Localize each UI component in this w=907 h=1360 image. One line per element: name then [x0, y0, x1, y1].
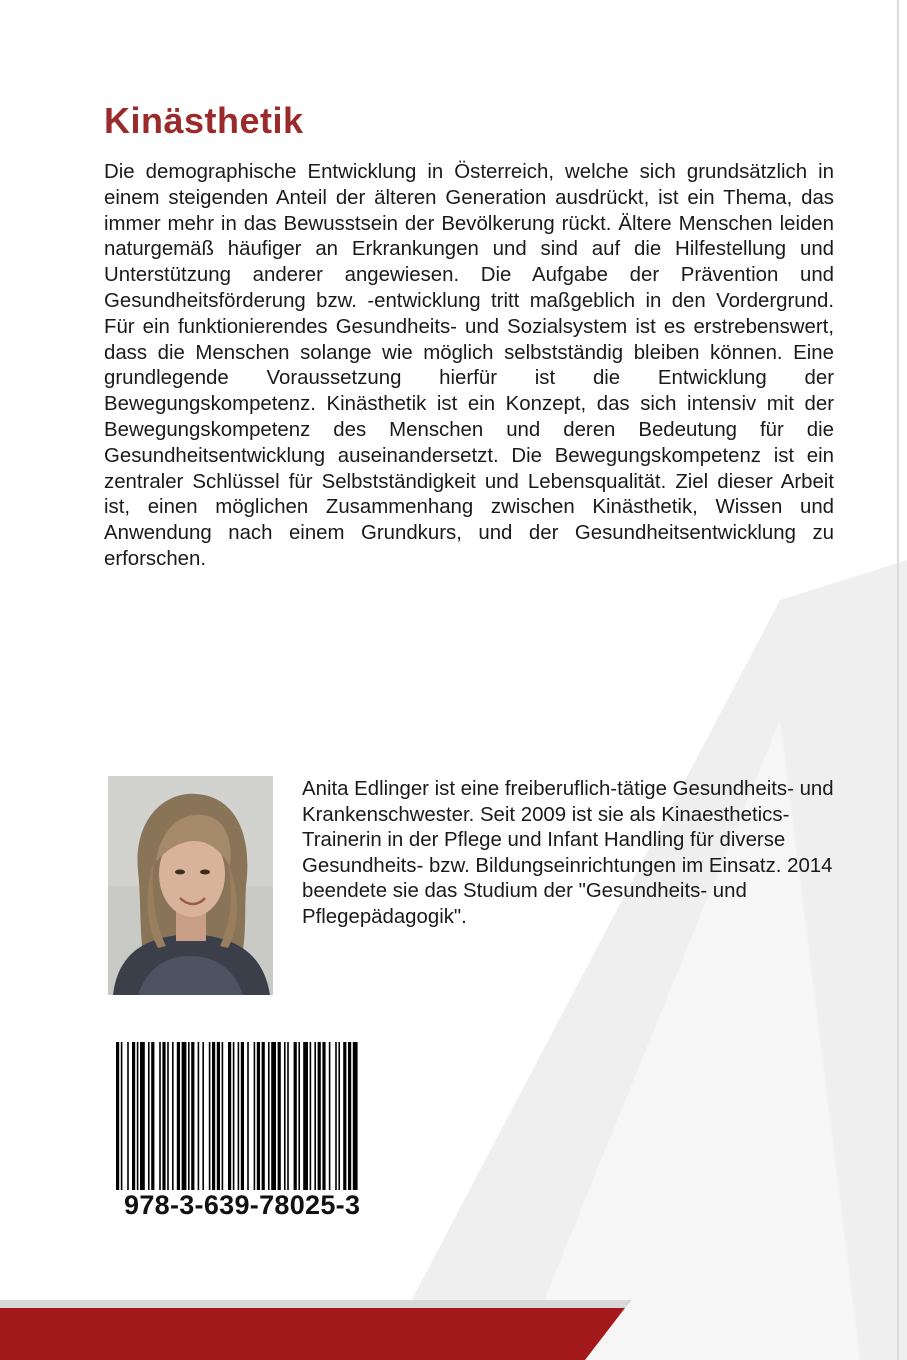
barcode-bar: [318, 1042, 321, 1190]
book-title: Kinästhetik: [104, 100, 304, 141]
barcode-bar: [116, 1042, 119, 1190]
barcode-bar: [148, 1042, 150, 1190]
barcode-bar: [228, 1042, 231, 1190]
barcode-bar: [353, 1042, 358, 1190]
barcode-bar: [343, 1042, 346, 1190]
barcode-bar: [257, 1042, 260, 1190]
barcode-bar: [278, 1042, 281, 1190]
bottom-red-stripe-shadow: [0, 1300, 632, 1308]
barcode-bar: [310, 1042, 312, 1190]
barcode-bar: [127, 1042, 129, 1190]
barcode-bar: [177, 1042, 180, 1190]
barcode-bar: [233, 1042, 235, 1190]
barcode-bar: [137, 1042, 139, 1190]
barcode-bar: [140, 1042, 145, 1190]
barcode-bar: [303, 1042, 308, 1190]
abstract-text: Die demographische Entwicklung in Österreich, welche sich grundsätzlich in einem steigenden Anteil der älteren Generation ausdrückt, ist ein Thema, das immer mehr in das Bewusstsein der Bevölkerung rückt. Ältere Menschen leiden naturgemäß häufiger an Erkrankungen und sind auf die Hilfestellung und Unterstützung anderer angewiesen. Die Aufgabe der Prävention und Gesundheitsförderung bzw. -entwicklung tritt maßgeblich in den Vordergrund. Für ein funktionierendes Gesundheits- und Sozialsystem ist es erstrebenswert, dass die Menschen solange wie möglich selbstständig bleiben können. Eine grundlegende Voraussetzung hierfür ist die Entwicklung der Bewegungskompetenz. Kinästhetik ist ein Konzept, das sich intensiv mit der Bewegungskompetenz des Menschen und deren Bedeutung für die Gesundheitsentwicklung auseinandersetzt. Die Bewegungskompetenz ist ein zentraler Schlüssel für Selbstständigkeit und Lebensqualität. Ziel dieser Arbeit ist, einen möglichen Zusammenhang zwischen Kinästhetik, Wissen und Anwendung nach einem Grundkurs, und der Gesundheitsentwicklung zu erforschen.: [104, 161, 834, 570]
barcode-bar: [294, 1042, 297, 1190]
barcode-bar: [162, 1042, 165, 1190]
barcode-bar: [132, 1042, 135, 1190]
barcode-bar: [284, 1042, 286, 1190]
barcode-bar: [182, 1042, 187, 1190]
barcode-bar: [348, 1042, 351, 1190]
barcode-bar: [322, 1042, 325, 1190]
isbn-barcode: [114, 1042, 359, 1190]
barcode-bar: [247, 1042, 249, 1190]
barcode-bar: [212, 1042, 215, 1190]
author-bio: Anita Edlinger ist eine freiberuflich-tätige Gesundheits- und Krankenschwester. Seit 2009 ist sie als Kinaesthetics-Trainerin in der Pflege und Infant Handling für diverse Gesundheits- bzw. Bildungseinrichtungen im Einsatz. 2014 beendete sie das Studium der "Gesundheits- und Pflegepädagogik".: [302, 778, 834, 928]
barcode-bar: [335, 1042, 337, 1190]
barcode-bar: [222, 1042, 224, 1190]
barcode-bar: [151, 1042, 154, 1190]
isbn-number: 978-3-639-78025-3: [124, 1190, 361, 1220]
barcode-bar: [254, 1042, 256, 1190]
barcode-bar: [329, 1042, 331, 1190]
edge-line: [897, 0, 899, 1360]
barcode-bar: [202, 1042, 204, 1190]
barcode-bar: [188, 1042, 190, 1190]
barcode-bar: [271, 1042, 276, 1190]
barcode-bar: [238, 1042, 240, 1190]
barcode-bar: [338, 1042, 340, 1190]
barcode-bar: [191, 1042, 194, 1190]
barcode-bar: [172, 1042, 174, 1190]
barcode-bar: [217, 1042, 220, 1190]
bottom-red-stripe: [0, 1308, 625, 1360]
author-photo: [108, 776, 273, 995]
barcode-bar: [314, 1042, 316, 1190]
barcode-bar: [121, 1042, 123, 1190]
barcode-bar: [241, 1042, 244, 1190]
barcode-bar: [167, 1042, 169, 1190]
barcode-bar: [198, 1042, 200, 1190]
barcode-bar: [209, 1042, 211, 1190]
barcode-bar: [268, 1042, 270, 1190]
barcode-bar: [287, 1042, 289, 1190]
barcode-bar: [159, 1042, 161, 1190]
barcode-bar: [298, 1042, 300, 1190]
barcode-bar: [262, 1042, 265, 1190]
